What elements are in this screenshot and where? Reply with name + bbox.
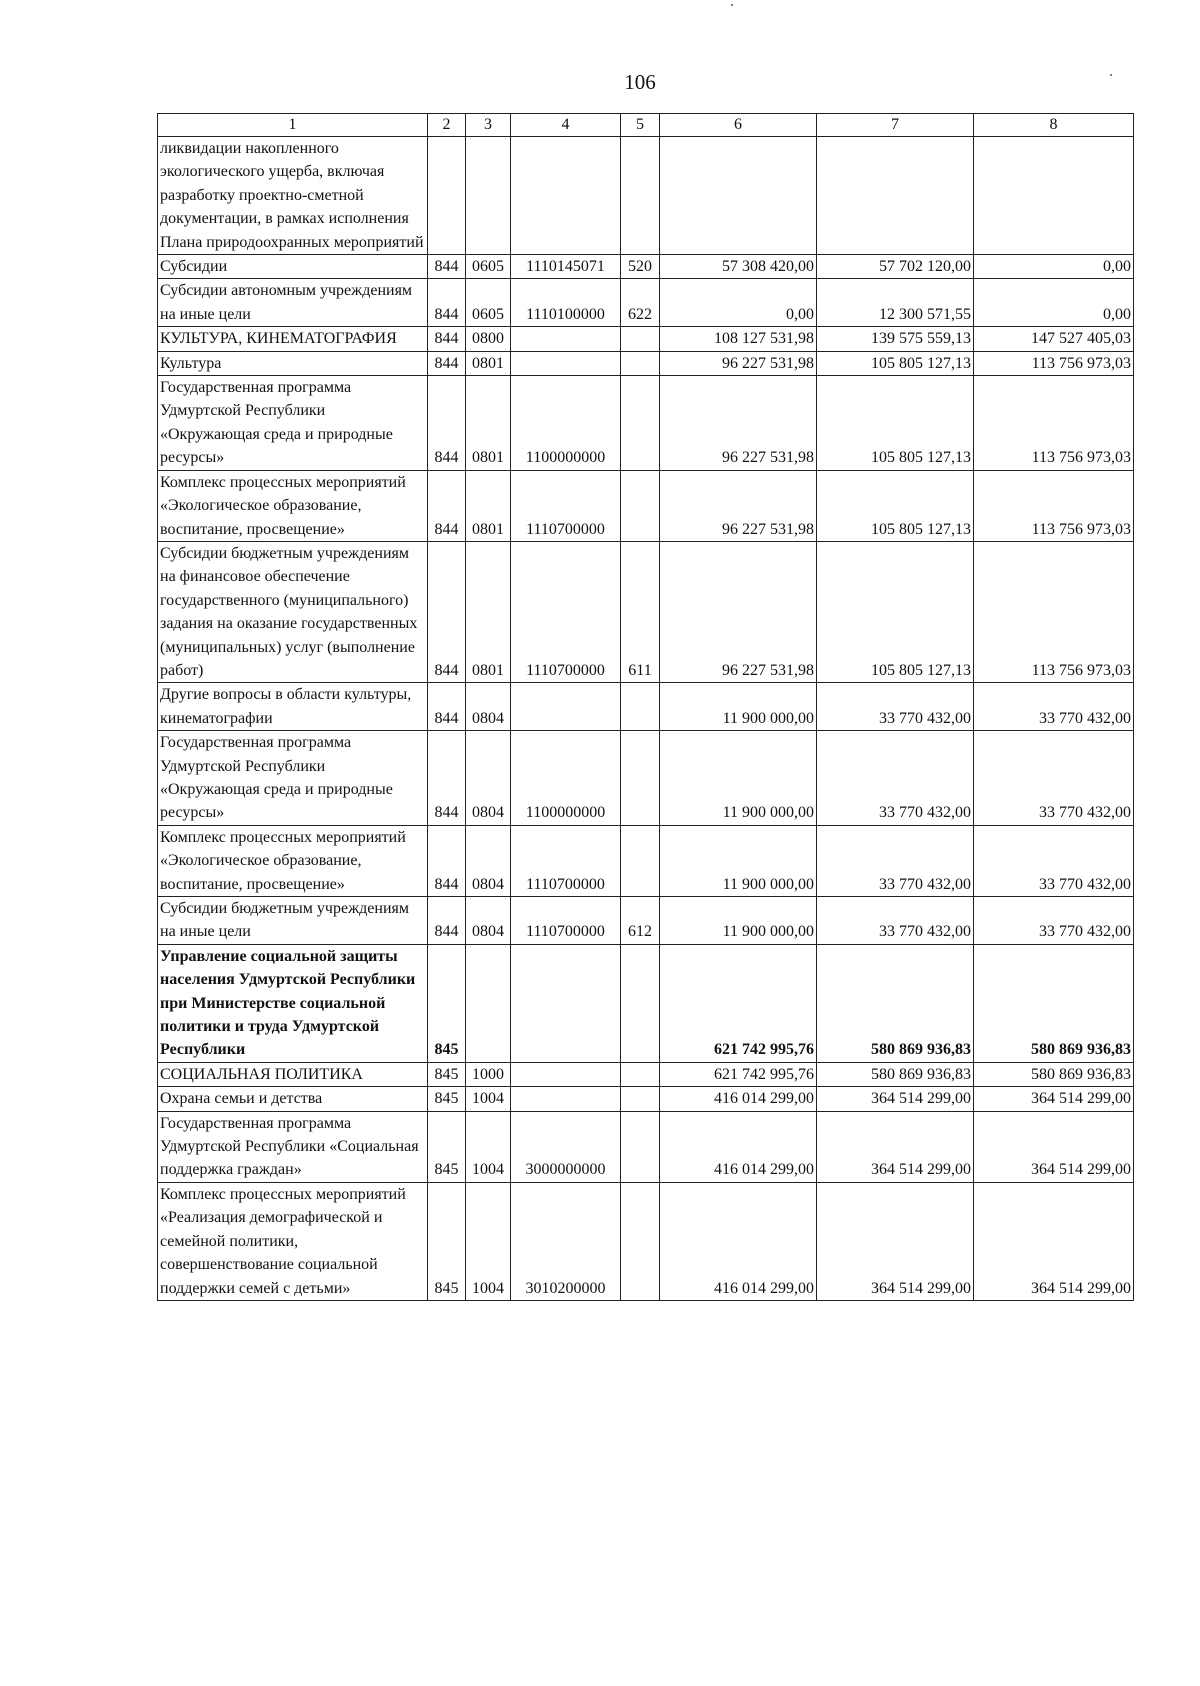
table-row <box>158 897 1134 945</box>
code-cell: 845 <box>428 944 466 1062</box>
target-article-cell: 1110700000 <box>511 897 621 945</box>
scan-speck <box>731 4 733 6</box>
table-row <box>158 279 1134 327</box>
table-row <box>158 541 1134 682</box>
amount-cell: 33 770 432,00 <box>974 825 1134 896</box>
amount-cell: 580 869 936,83 <box>974 944 1134 1062</box>
row-name-cell: СОЦИАЛЬНАЯ ПОЛИТИКА <box>158 1062 428 1086</box>
row-name-cell: Комплекс процессных мероприятий «Экологическое образование, воспитание, просвещение» <box>158 825 428 896</box>
row-name-cell: Субсидии бюджетным учреждениям на иные цели <box>158 897 428 945</box>
amount-cell: 113 756 973,03 <box>974 351 1134 375</box>
header-cell: 3 <box>466 114 511 137</box>
target-article-cell: 1110700000 <box>511 541 621 682</box>
amount-cell: 580 869 936,83 <box>817 1062 974 1086</box>
row-name-cell: КУЛЬТУРА, КИНЕМАТОГРАФИЯ <box>158 327 428 351</box>
section-cell: 0605 <box>466 279 511 327</box>
section-cell: 0801 <box>466 351 511 375</box>
amount-cell: 33 770 432,00 <box>974 897 1134 945</box>
expense-type-cell <box>621 1087 660 1111</box>
target-article-cell: 1110700000 <box>511 470 621 541</box>
code-cell: 844 <box>428 279 466 327</box>
amount-cell: 33 770 432,00 <box>974 731 1134 826</box>
code-cell: 844 <box>428 683 466 731</box>
amount-cell: 11 900 000,00 <box>660 683 817 731</box>
section-cell: 1004 <box>466 1111 511 1182</box>
amount-cell: 11 900 000,00 <box>660 731 817 826</box>
amount-cell: 416 014 299,00 <box>660 1111 817 1182</box>
target-article-cell <box>511 1087 621 1111</box>
table-row <box>158 470 1134 541</box>
amount-cell: 364 514 299,00 <box>974 1111 1134 1182</box>
amount-cell: 33 770 432,00 <box>974 683 1134 731</box>
amount-cell: 364 514 299,00 <box>817 1087 974 1111</box>
row-name-cell: Субсидии <box>158 255 428 279</box>
amount-cell: 57 702 120,00 <box>817 255 974 279</box>
row-name-cell: Комплекс процессных мероприятий «Реализация демографической и семейной политики, совершенствование социальной поддержки семей с детьми» <box>158 1182 428 1300</box>
amount-cell: 580 869 936,83 <box>817 944 974 1062</box>
row-name-cell: Субсидии автономным учреждениям на иные цели <box>158 279 428 327</box>
page-number: 106 <box>624 70 656 94</box>
amount-cell: 33 770 432,00 <box>817 683 974 731</box>
table-row <box>158 1111 1134 1182</box>
section-cell: 1000 <box>466 1062 511 1086</box>
code-cell: 845 <box>428 1182 466 1300</box>
target-article-cell <box>511 944 621 1062</box>
code-cell: 845 <box>428 1062 466 1086</box>
header-cell: 4 <box>511 114 621 137</box>
expense-type-cell <box>621 1111 660 1182</box>
amount-cell: 113 756 973,03 <box>974 541 1134 682</box>
table-row <box>158 1062 1134 1086</box>
code-cell: 844 <box>428 327 466 351</box>
row-name-cell: Субсидии бюджетным учреждениям на финансовое обеспечение государственного (муниципального) задания на оказание государственных (муниципальных) услуг (выполнение работ) <box>158 541 428 682</box>
header-cell: 5 <box>621 114 660 137</box>
expense-type-cell <box>621 351 660 375</box>
target-article-cell: 1100000000 <box>511 731 621 826</box>
amount-cell: 0,00 <box>660 279 817 327</box>
table-row <box>158 255 1134 279</box>
table-row <box>158 683 1134 731</box>
amount-cell: 33 770 432,00 <box>817 731 974 826</box>
amount-cell: 33 770 432,00 <box>817 825 974 896</box>
row-name-cell: Управление социальной защиты населения Удмуртской Республики при Министерстве социальной политики и труда Удмуртской Республики <box>158 944 428 1062</box>
target-article-cell: 3010200000 <box>511 1182 621 1300</box>
amount-cell: 621 742 995,76 <box>660 944 817 1062</box>
scan-speck <box>1110 74 1112 76</box>
amount-cell: 12 300 571,55 <box>817 279 974 327</box>
code-cell: 844 <box>428 470 466 541</box>
section-cell: 0801 <box>466 470 511 541</box>
code-cell: 845 <box>428 1111 466 1182</box>
amount-cell: 113 756 973,03 <box>974 470 1134 541</box>
amount-cell: 580 869 936,83 <box>974 1062 1134 1086</box>
amount-cell: 0,00 <box>974 255 1134 279</box>
section-cell: 1004 <box>466 1182 511 1300</box>
expense-type-cell <box>621 1182 660 1300</box>
amount-cell: 96 227 531,98 <box>660 376 817 471</box>
expense-type-cell: 520 <box>621 255 660 279</box>
code-cell: 844 <box>428 255 466 279</box>
amount-cell <box>660 137 817 255</box>
row-name-cell: Государственная программа Удмуртской Республики «Социальная поддержка граждан» <box>158 1111 428 1182</box>
section-cell: 0804 <box>466 825 511 896</box>
amount-cell <box>817 137 974 255</box>
row-name-cell: Комплекс процессных мероприятий «Экологическое образование, воспитание, просвещение» <box>158 470 428 541</box>
expense-type-cell <box>621 944 660 1062</box>
expense-type-cell: 612 <box>621 897 660 945</box>
amount-cell: 0,00 <box>974 279 1134 327</box>
section-cell <box>466 137 511 255</box>
table-body <box>158 137 1134 1301</box>
table-header-row <box>158 114 1134 137</box>
target-article-cell <box>511 327 621 351</box>
expense-type-cell <box>621 137 660 255</box>
amount-cell: 416 014 299,00 <box>660 1087 817 1111</box>
expense-type-cell <box>621 731 660 826</box>
amount-cell: 364 514 299,00 <box>817 1182 974 1300</box>
amount-cell <box>974 137 1134 255</box>
code-cell <box>428 137 466 255</box>
amount-cell: 96 227 531,98 <box>660 541 817 682</box>
code-cell: 844 <box>428 541 466 682</box>
row-name-cell: Государственная программа Удмуртской Республики «Окружающая среда и природные ресурсы» <box>158 731 428 826</box>
target-article-cell: 1110100000 <box>511 279 621 327</box>
section-cell: 0804 <box>466 683 511 731</box>
target-article-cell <box>511 683 621 731</box>
table-row <box>158 327 1134 351</box>
amount-cell: 364 514 299,00 <box>974 1087 1134 1111</box>
section-cell: 0804 <box>466 897 511 945</box>
expense-type-cell <box>621 1062 660 1086</box>
code-cell: 844 <box>428 376 466 471</box>
code-cell: 844 <box>428 825 466 896</box>
target-article-cell <box>511 1062 621 1086</box>
table-row <box>158 944 1134 1062</box>
section-cell: 0801 <box>466 376 511 471</box>
expense-type-cell <box>621 825 660 896</box>
section-cell: 0801 <box>466 541 511 682</box>
header-cell: 2 <box>428 114 466 137</box>
table-row <box>158 825 1134 896</box>
amount-cell: 33 770 432,00 <box>817 897 974 945</box>
amount-cell: 364 514 299,00 <box>817 1111 974 1182</box>
amount-cell: 57 308 420,00 <box>660 255 817 279</box>
amount-cell: 105 805 127,13 <box>817 541 974 682</box>
amount-cell: 113 756 973,03 <box>974 376 1134 471</box>
section-cell: 0605 <box>466 255 511 279</box>
target-article-cell <box>511 351 621 375</box>
table-row <box>158 1182 1134 1300</box>
row-name-cell: ликвидации накопленного экологического ущерба, включая разработку проектно-сметной документации, в рамках исполнения Плана природоохранных мероприятий <box>158 137 428 255</box>
section-cell: 1004 <box>466 1087 511 1111</box>
amount-cell: 105 805 127,13 <box>817 376 974 471</box>
header-cell: 6 <box>660 114 817 137</box>
header-cell: 1 <box>158 114 428 137</box>
row-name-cell: Культура <box>158 351 428 375</box>
target-article-cell: 1110145071 <box>511 255 621 279</box>
table-row <box>158 376 1134 471</box>
expense-type-cell: 611 <box>621 541 660 682</box>
amount-cell: 96 227 531,98 <box>660 351 817 375</box>
table-row <box>158 1087 1134 1111</box>
expense-type-cell: 622 <box>621 279 660 327</box>
table-row <box>158 731 1134 826</box>
expense-type-cell <box>621 376 660 471</box>
row-name-cell: Охрана семьи и детства <box>158 1087 428 1111</box>
target-article-cell: 1110700000 <box>511 825 621 896</box>
budget-table <box>157 113 1134 1301</box>
amount-cell: 11 900 000,00 <box>660 825 817 896</box>
amount-cell: 416 014 299,00 <box>660 1182 817 1300</box>
target-article-cell: 3000000000 <box>511 1111 621 1182</box>
section-cell <box>466 944 511 1062</box>
target-article-cell <box>511 137 621 255</box>
header-cell: 7 <box>817 114 974 137</box>
code-cell: 844 <box>428 731 466 826</box>
amount-cell: 147 527 405,03 <box>974 327 1134 351</box>
amount-cell: 105 805 127,13 <box>817 470 974 541</box>
target-article-cell: 1100000000 <box>511 376 621 471</box>
table-row <box>158 351 1134 375</box>
amount-cell: 11 900 000,00 <box>660 897 817 945</box>
header-cell: 8 <box>974 114 1134 137</box>
amount-cell: 105 805 127,13 <box>817 351 974 375</box>
row-name-cell: Другие вопросы в области культуры, кинематографии <box>158 683 428 731</box>
amount-cell: 108 127 531,98 <box>660 327 817 351</box>
amount-cell: 364 514 299,00 <box>974 1182 1134 1300</box>
row-name-cell: Государственная программа Удмуртской Республики «Окружающая среда и природные ресурсы» <box>158 376 428 471</box>
expense-type-cell <box>621 327 660 351</box>
section-cell: 0804 <box>466 731 511 826</box>
code-cell: 845 <box>428 1087 466 1111</box>
section-cell: 0800 <box>466 327 511 351</box>
table-row <box>158 137 1134 255</box>
code-cell: 844 <box>428 897 466 945</box>
amount-cell: 139 575 559,13 <box>817 327 974 351</box>
expense-type-cell <box>621 683 660 731</box>
code-cell: 844 <box>428 351 466 375</box>
amount-cell: 96 227 531,98 <box>660 470 817 541</box>
expense-type-cell <box>621 470 660 541</box>
amount-cell: 621 742 995,76 <box>660 1062 817 1086</box>
